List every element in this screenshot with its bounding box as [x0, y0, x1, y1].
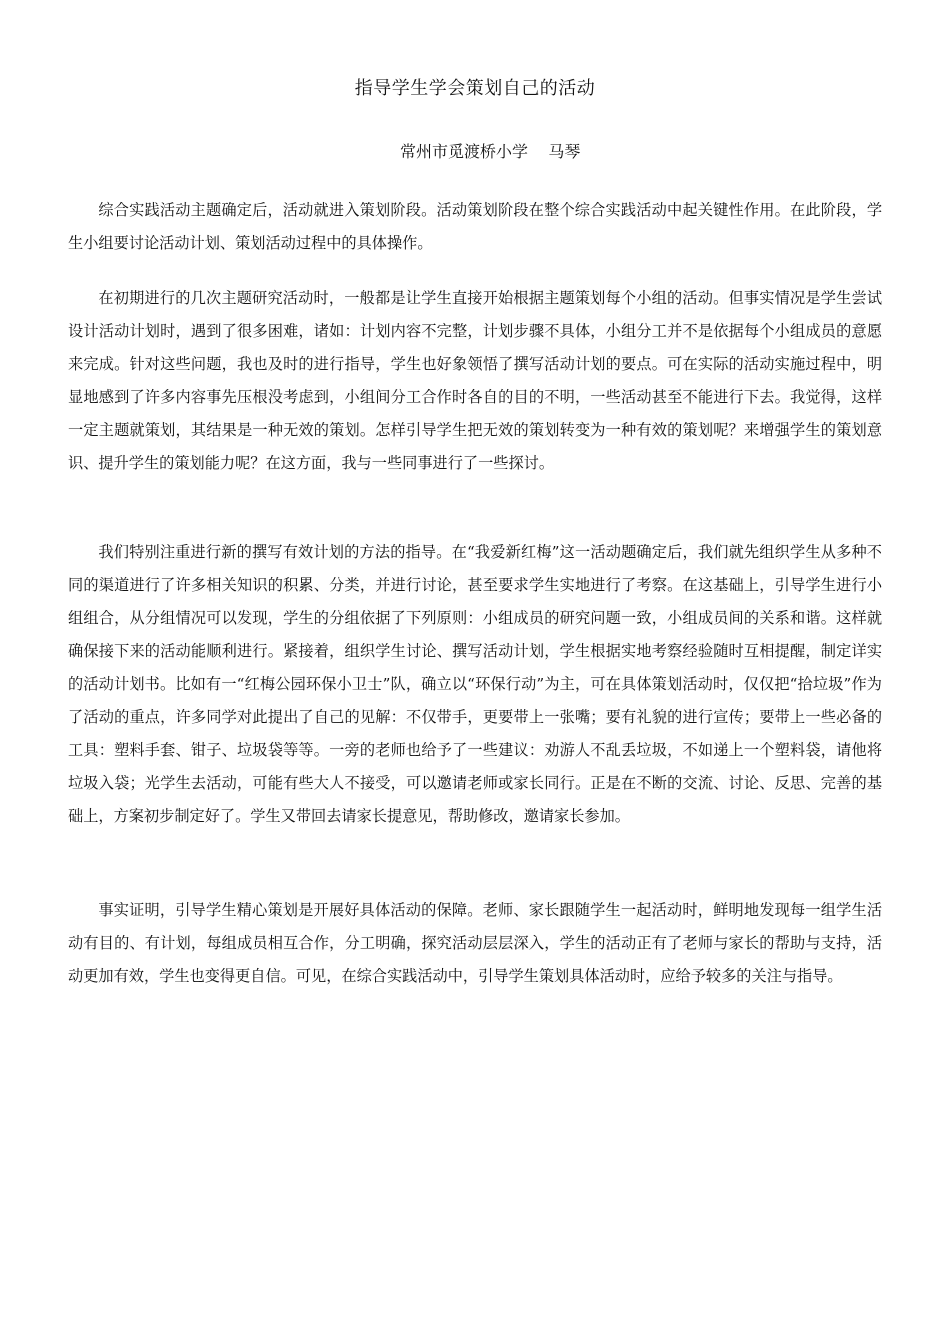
body-paragraph: 我们特别注重进行新的撰写有效计划的方法的指导。在“我爱新红梅”这一活动题确定后，我们就先组织学生从多种不同的渠道进行了许多相关知识的积累、分类，并进行讨论，甚至要求学生实地进行了考察。在这基础上，引导学生进行小组组合，从分组情况可以发现，学生的分组依据了下列原则：小组成员的研究问题一致，小组成员间的关系和谐。这样就确保接下来的活动能顺利进行。紧接着，组织学生讨论、撰写活动计划，学生根据实地考察经验随时互相提醒，制定详实的活动计划书。比如有一“红梅公园环保小卫士”队，确立以“环保行动”为主，可在具体策划活动时，仅仅把“拾垃圾”作为了活动的重点，许多同学对此提出了自己的见解：不仅带手，更要带上一张嘴；要有礼貌的进行宣传；要带上一些必备的工具：塑料手套、钳子、垃圾袋等等。一旁的老师也给予了一些建议：劝游人不乱丢垃圾，不如递上一个塑料袋，请他将垃圾入袋；光学生去活动，可能有些大人不接受，可以邀请老师或家长同行。正是在不断的交流、讨论、反思、完善的基础上，方案初步制定好了。学生又带回去请家长提意见，帮助修改，邀请家长参加。	[68, 543, 882, 825]
author-byline: 常州市觅渡桥小学 马琴	[400, 142, 581, 161]
document-title: 指导学生学会策划自己的活动	[354, 78, 596, 99]
body-paragraph: 综合实践活动主题确定后，活动就进入策划阶段。活动策划阶段在整个综合实践活动中起关键性作用。在此阶段，学生小组要讨论活动计划、策划活动过程中的具体操作。	[68, 201, 882, 252]
body-paragraph: 在初期进行的几次主题研究活动时，一般都是让学生直接开始根据主题策划每个小组的活动。但事实情况是学生尝试设计活动计划时，遇到了很多困难，诸如：计划内容不完整，计划步骤不具体，小组分工并不是依据每个小组成员的意愿来完成。针对这些问题，我也及时的进行指导，学生也好象领悟了撰写活动计划的要点。可在实际的活动实施过程中，明显地感到了许多内容事先压根没考虑到，小组间分工合作时各自的目的不明，一些活动甚至不能进行下去。我觉得，这样一定主题就策划，其结果是一种无效的策划。怎样引导学生把无效的策划转变为一种有效的策划呢？来增强学生的策划意识、提升学生的策划能力呢？在这方面，我与一些同事进行了一些探讨。	[68, 289, 882, 472]
body-paragraph: 事实证明，引导学生精心策划是开展好具体活动的保障。老师、家长跟随学生一起活动时，鲜明地发现每一组学生活动有目的、有计划，每组成员相互合作，分工明确，探究活动层层深入，学生的活动正有了老师与家长的帮助与支持，活动更加有效，学生也变得更自信。可见，在综合实践活动中，引导学生策划具体活动时，应给予较多的关注与指导。	[68, 901, 882, 985]
